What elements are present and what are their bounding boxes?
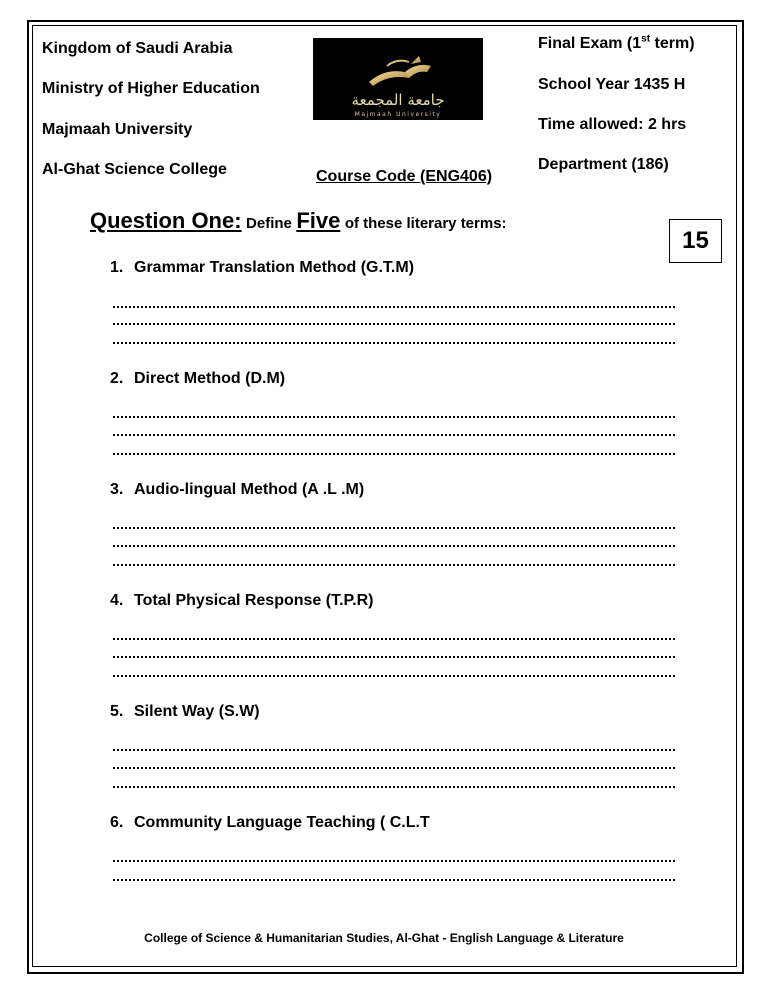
score-box: 15 — [669, 219, 722, 263]
term-item: 2. Direct Method (D.M) — [110, 370, 286, 387]
logo-arabic-text: جامعة المجمعة — [351, 91, 445, 109]
answer-line[interactable] — [113, 564, 675, 566]
answer-line[interactable] — [113, 767, 675, 769]
term-item: 1. Grammar Translation Method (G.T.M) — [110, 259, 415, 276]
answer-line[interactable] — [113, 860, 675, 862]
question-title: Question One: Define Five of these literary terms: — [90, 208, 507, 233]
answer-line[interactable] — [113, 416, 675, 418]
answer-line[interactable] — [113, 545, 675, 547]
term-item: 5. Silent Way (S.W) — [110, 703, 260, 720]
term-item: 6. Community Language Teaching ( C.L.T — [110, 814, 430, 831]
answer-line[interactable] — [113, 453, 675, 455]
answer-line[interactable] — [113, 786, 675, 788]
answer-line[interactable] — [113, 323, 675, 325]
header-school-year: School Year 1435 H — [538, 76, 686, 93]
term-item: 4. Total Physical Response (T.P.R) — [110, 592, 374, 609]
answer-line[interactable] — [113, 749, 675, 751]
header-college: Al-Ghat Science College — [42, 161, 227, 178]
book-emblem-icon — [313, 38, 483, 120]
answer-line[interactable] — [113, 342, 675, 344]
answer-line[interactable] — [113, 638, 675, 640]
answer-line[interactable] — [113, 306, 675, 308]
term-item: 3. Audio-lingual Method (A .L .M) — [110, 481, 365, 498]
header-department: Department (186) — [538, 156, 669, 173]
header-time-allowed: Time allowed: 2 hrs — [538, 116, 687, 133]
logo-english-text: Majmaah University — [354, 111, 442, 118]
header-university: Majmaah University — [42, 121, 193, 138]
header-exam: Final Exam (1st term) — [538, 33, 695, 52]
answer-line[interactable] — [113, 434, 675, 436]
question-number: Question One — [90, 208, 235, 233]
answer-line[interactable] — [113, 675, 675, 677]
course-code: Course Code (ENG406) — [316, 168, 493, 185]
question-five: Five — [296, 208, 341, 233]
answer-line[interactable] — [113, 656, 675, 658]
header-ministry: Ministry of Higher Education — [42, 80, 260, 97]
header-country: Kingdom of Saudi Arabia — [42, 40, 233, 57]
university-logo — [313, 38, 483, 120]
answer-line[interactable] — [113, 879, 675, 881]
answer-line[interactable] — [113, 527, 675, 529]
page-footer: College of Science & Humanitarian Studies, Al-Ghat - English Language & Literature — [144, 931, 624, 945]
